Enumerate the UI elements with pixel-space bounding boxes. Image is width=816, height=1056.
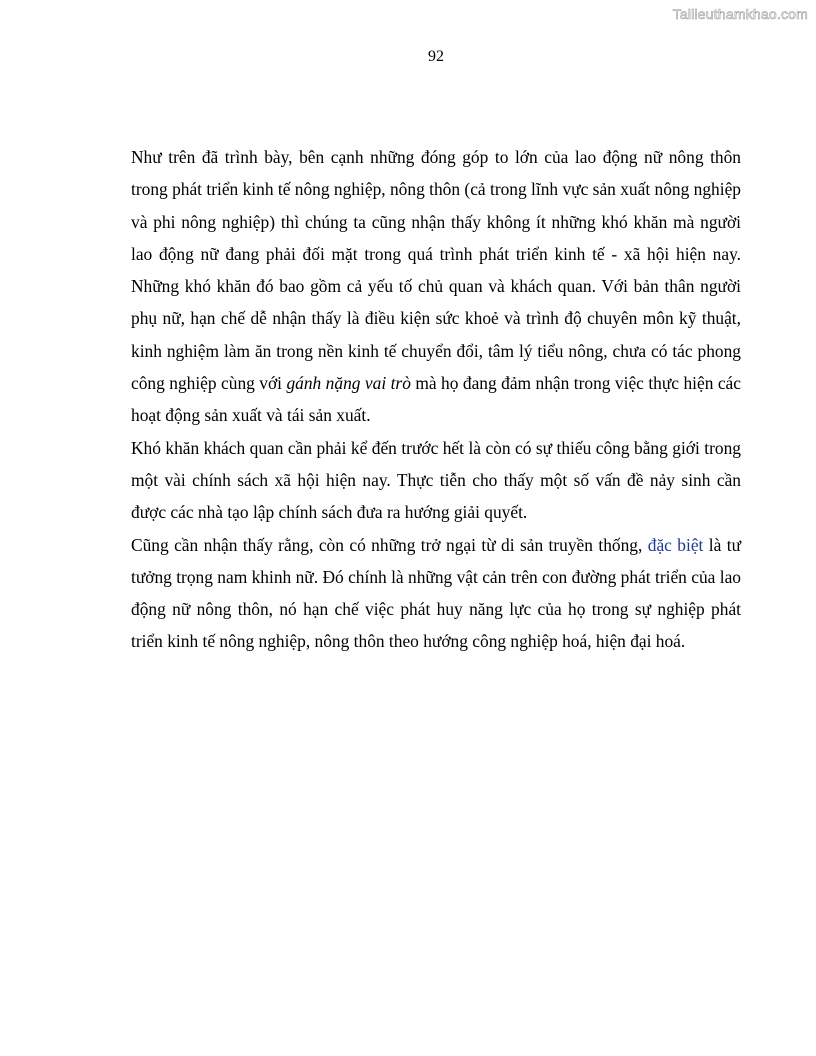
- paragraph-1-text: Như trên đã trình bày, bên cạnh những đóng góp to lớn của lao động nữ nông thôn trong phát triển kinh tế nông nghiệp, nông thôn (cả trong lĩnh vực sản xuất nông nghiệp và phi nông nghiệp) thì chúng ta cũng nhận thấy không ít những khó khăn mà người lao động nữ đang phải đối mặt trong quá trình phát triển kinh tế - xã hội hiện nay. Những khó khăn đó bao gồm cả yếu tố chủ quan và khách quan. Với bản thân người phụ nữ, hạn chế dễ nhận thấy là điều kiện sức khoẻ và trình độ chuyên môn kỹ thuật, kinh nghiệm làm ăn trong nền kinh tế chuyển đổi, tâm lý tiểu nông, chưa có tác phong công nghiệp cùng với: [131, 147, 741, 394]
- paragraph-3: [131, 529, 741, 658]
- paragraph-1-italic-phrase: gánh nặng vai trò: [286, 373, 411, 394]
- paragraph-2: Khó khăn khách quan cần phải kể đến trước hết là còn có sự thiếu công bằng giới trong một vài chính sách xã hội hiện nay. Thực tiễn cho thấy một số vấn đề nảy sinh cần được các nhà tạo lập chính sách đưa ra hướng giải quyết.: [131, 437, 741, 523]
- watermark-text: Tailieuthamkhao.com: [672, 6, 808, 22]
- document-body: [131, 141, 741, 658]
- paragraph-3-text-end: là tư tưởng trọng nam khinh nữ. Đó chính là những vật cản trên con đường phát triển của lao động nữ nông thôn, nó hạn chế việc phát huy năng lực của họ trong sự nghiệp phát triển kinh tế nông nghiệp, nông thôn theo hướng công nghiệp hoá, hiện đại hoá.: [131, 534, 741, 652]
- paragraph-3-highlighted-phrase: đặc biệt: [647, 534, 704, 555]
- paragraph-1-text-end: mà họ đang đảm nhận trong việc thực hiện các hoạt động sản xuất và tái sản xuất.: [131, 373, 741, 426]
- paragraph-1: [131, 141, 741, 432]
- page-number: 92: [428, 48, 444, 65]
- paragraph-3-text: Cũng cần nhận thấy rằng, còn có những trở ngại từ di sản truyền thống,: [131, 534, 648, 555]
